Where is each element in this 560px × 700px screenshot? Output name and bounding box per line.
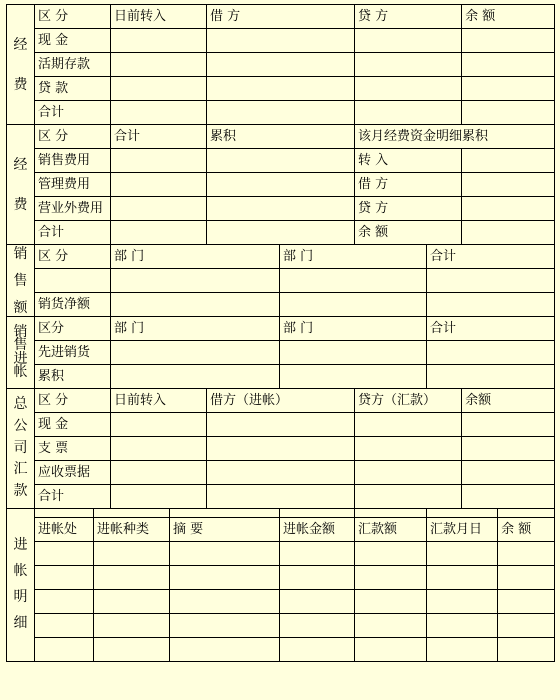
cell — [427, 293, 555, 317]
s1-header-category: 区 分 — [35, 5, 111, 29]
cell — [111, 461, 207, 485]
cell — [111, 197, 207, 221]
s1-row-label: 合计 — [35, 101, 111, 125]
s2-right-label: 余 额 — [355, 221, 462, 245]
cell — [462, 101, 555, 125]
table-row — [7, 29, 555, 53]
cell — [462, 485, 555, 509]
s5-row-label: 支 票 — [35, 437, 111, 461]
table-row — [7, 590, 555, 614]
cell — [111, 437, 207, 461]
cell — [462, 29, 555, 53]
s4-header-row — [7, 317, 555, 341]
s5-header-carried-in: 日前转入 — [111, 389, 207, 413]
cell — [111, 101, 207, 125]
cell — [355, 53, 462, 77]
s1-header-credit: 贷 方 — [355, 5, 462, 29]
s6-header-remit-date: 汇款月日 — [427, 518, 498, 542]
cell — [427, 542, 498, 566]
s3-header-dept: 部 门 — [111, 245, 280, 269]
cell — [111, 29, 207, 53]
s3-side-char: 售 — [13, 272, 28, 289]
cell — [355, 590, 427, 614]
cell — [427, 566, 498, 590]
s3-side-char: 额 — [13, 299, 28, 316]
cell — [94, 638, 170, 662]
s5-header-balance: 余额 — [462, 389, 555, 413]
cell — [280, 590, 355, 614]
cell — [462, 413, 555, 437]
cell — [498, 509, 555, 518]
s2-header-cumulative: 累积 — [207, 125, 355, 149]
cell — [94, 566, 170, 590]
s6-header-deposit-place: 进帐处 — [35, 518, 94, 542]
cell — [355, 566, 427, 590]
s4-side-char: 销 — [13, 323, 28, 340]
table-row — [7, 293, 555, 317]
cell — [111, 413, 207, 437]
cell — [498, 590, 555, 614]
table-row — [7, 413, 555, 437]
cell — [207, 485, 355, 509]
cell — [111, 365, 280, 389]
s1-side-char: 经 — [13, 36, 28, 53]
cell — [462, 53, 555, 77]
s1-row-label: 贷 款 — [35, 77, 111, 101]
table-row — [7, 437, 555, 461]
cell — [355, 542, 427, 566]
cell — [462, 221, 555, 245]
cell — [35, 590, 94, 614]
cell — [498, 566, 555, 590]
cell — [111, 53, 207, 77]
cell — [427, 365, 555, 389]
s4-side-label — [7, 317, 35, 389]
s2-right-label: 借 方 — [355, 173, 462, 197]
cell — [355, 509, 427, 518]
s2-header-total: 合计 — [111, 125, 207, 149]
cell — [498, 638, 555, 662]
cell — [207, 437, 355, 461]
s2-header-monthly-detail: 该月经费资金明细累积 — [355, 125, 555, 149]
cell — [35, 269, 111, 293]
s2-right-label: 转 入 — [355, 149, 462, 173]
s6-side-char: 明 — [13, 589, 28, 605]
s6-labels-row — [7, 518, 555, 542]
cell — [355, 413, 462, 437]
s3-header-row — [7, 245, 555, 269]
cell — [355, 485, 462, 509]
s3-side-char: 销 — [13, 245, 28, 262]
cell — [111, 77, 207, 101]
table-row — [7, 77, 555, 101]
s1-header-row — [7, 5, 555, 29]
table-row — [7, 269, 555, 293]
s6-header-deposit-type: 进帐种类 — [94, 518, 170, 542]
s1-header-carried-in: 日前转入 — [111, 5, 207, 29]
s6-side-char: 帐 — [13, 563, 28, 580]
table-row — [7, 542, 555, 566]
cell — [170, 542, 280, 566]
s5-header-row — [7, 389, 555, 413]
s4-side-char: 进 — [13, 350, 28, 367]
cell — [94, 509, 170, 518]
s4-header-dept: 部 门 — [280, 317, 427, 341]
cell — [462, 197, 555, 221]
s5-header-credit: 贷方（汇款） — [355, 389, 462, 413]
cell — [94, 542, 170, 566]
s2-row-label: 营业外费用 — [35, 197, 111, 221]
s6-header-remit-amount: 汇款额 — [355, 518, 427, 542]
cell — [111, 149, 207, 173]
s5-header-category: 区 分 — [35, 389, 111, 413]
table-row — [7, 638, 555, 662]
cell — [170, 590, 280, 614]
s4-header-category: 区分 — [35, 317, 111, 341]
cell — [207, 53, 355, 77]
cell — [35, 542, 94, 566]
cell — [462, 461, 555, 485]
cell — [427, 590, 498, 614]
s5-row-label: 合计 — [35, 485, 111, 509]
cell — [355, 638, 427, 662]
s4-side-char: 帐 — [13, 363, 28, 380]
cell — [207, 413, 355, 437]
cell — [35, 509, 94, 518]
s3-header-dept: 部 门 — [280, 245, 427, 269]
s2-side-label — [7, 125, 35, 245]
s2-side-char: 经 — [13, 156, 28, 173]
cell — [280, 542, 355, 566]
cell — [207, 197, 355, 221]
table-row — [7, 485, 555, 509]
cell — [355, 614, 427, 638]
cell — [111, 341, 280, 365]
cell — [35, 614, 94, 638]
cell — [170, 566, 280, 590]
s5-side-char: 司 — [13, 439, 28, 456]
cell — [280, 566, 355, 590]
cell — [111, 173, 207, 197]
s4-side-char: 售 — [13, 337, 28, 354]
s5-header-debit: 借方（进帐） — [207, 389, 355, 413]
cell — [280, 614, 355, 638]
s6-header-deposit-amount: 进帐金额 — [280, 518, 355, 542]
s6-header-summary: 摘 要 — [170, 518, 280, 542]
cell — [498, 614, 555, 638]
s2-row-label: 管理费用 — [35, 173, 111, 197]
cell — [462, 173, 555, 197]
cell — [280, 509, 355, 518]
s3-side-label — [7, 245, 35, 317]
s5-side-label — [7, 389, 35, 509]
table-row — [7, 341, 555, 365]
cell — [280, 365, 427, 389]
cell — [280, 293, 427, 317]
s5-side-char: 款 — [13, 483, 28, 500]
s6-header-row — [7, 509, 555, 518]
cell — [170, 614, 280, 638]
s5-side-char: 总 — [13, 396, 28, 413]
s1-side-label — [7, 5, 35, 125]
table-row — [7, 566, 555, 590]
s5-side-char: 汇 — [13, 461, 28, 478]
s6-header-balance: 余 额 — [498, 518, 555, 542]
s2-row-label: 销售费用 — [35, 149, 111, 173]
s2-side-char: 费 — [13, 196, 28, 213]
cell — [35, 566, 94, 590]
s2-right-label: 贷 方 — [355, 197, 462, 221]
s1-header-balance: 余 额 — [462, 5, 555, 29]
s5-row-label: 现 金 — [35, 413, 111, 437]
cell — [355, 101, 462, 125]
cell — [462, 77, 555, 101]
cell — [111, 485, 207, 509]
cell — [111, 293, 280, 317]
table-row — [7, 365, 555, 389]
s4-header-total: 合计 — [427, 317, 555, 341]
cell — [462, 149, 555, 173]
cell — [94, 614, 170, 638]
cell — [462, 437, 555, 461]
ledger-table — [6, 4, 555, 662]
s6-side-char: 细 — [13, 614, 28, 631]
cell — [280, 341, 427, 365]
cell — [280, 269, 427, 293]
table-row — [7, 221, 555, 245]
s4-row-label: 累积 — [35, 365, 111, 389]
s2-row-label: 合计 — [35, 221, 111, 245]
s5-side-char: 公 — [13, 417, 28, 434]
cell — [111, 269, 280, 293]
cell — [427, 269, 555, 293]
s1-header-debit: 借 方 — [207, 5, 355, 29]
cell — [170, 509, 280, 518]
cell — [207, 101, 355, 125]
table-row — [7, 149, 555, 173]
s6-side-char: 进 — [13, 537, 28, 554]
table-row — [7, 197, 555, 221]
s4-header-dept: 部 门 — [111, 317, 280, 341]
table-row — [7, 101, 555, 125]
cell — [427, 638, 498, 662]
cell — [35, 638, 94, 662]
cell — [355, 437, 462, 461]
table-row — [7, 173, 555, 197]
s6-side-label — [7, 509, 35, 662]
cell — [355, 29, 462, 53]
table-row — [7, 461, 555, 485]
cell — [355, 77, 462, 101]
cell — [94, 590, 170, 614]
s1-row-label: 活期存款 — [35, 53, 111, 77]
cell — [207, 77, 355, 101]
s3-row-label: 销货净额 — [35, 293, 111, 317]
cell — [427, 341, 555, 365]
cell — [207, 461, 355, 485]
table-row — [7, 53, 555, 77]
s5-row-label: 应收票据 — [35, 461, 111, 485]
s1-side-char: 费 — [13, 76, 28, 93]
cell — [111, 221, 207, 245]
s3-header-total: 合计 — [427, 245, 555, 269]
cell — [498, 542, 555, 566]
cell — [427, 509, 498, 518]
cell — [355, 461, 462, 485]
s4-row-label: 先进销货 — [35, 341, 111, 365]
cell — [207, 29, 355, 53]
s2-header-row — [7, 125, 555, 149]
cell — [280, 638, 355, 662]
cell — [207, 149, 355, 173]
table-row — [7, 614, 555, 638]
s1-row-label: 现 金 — [35, 29, 111, 53]
s3-header-category: 区 分 — [35, 245, 111, 269]
cell — [207, 221, 355, 245]
cell — [170, 638, 280, 662]
cell — [427, 614, 498, 638]
cell — [207, 173, 355, 197]
s2-header-category: 区 分 — [35, 125, 111, 149]
